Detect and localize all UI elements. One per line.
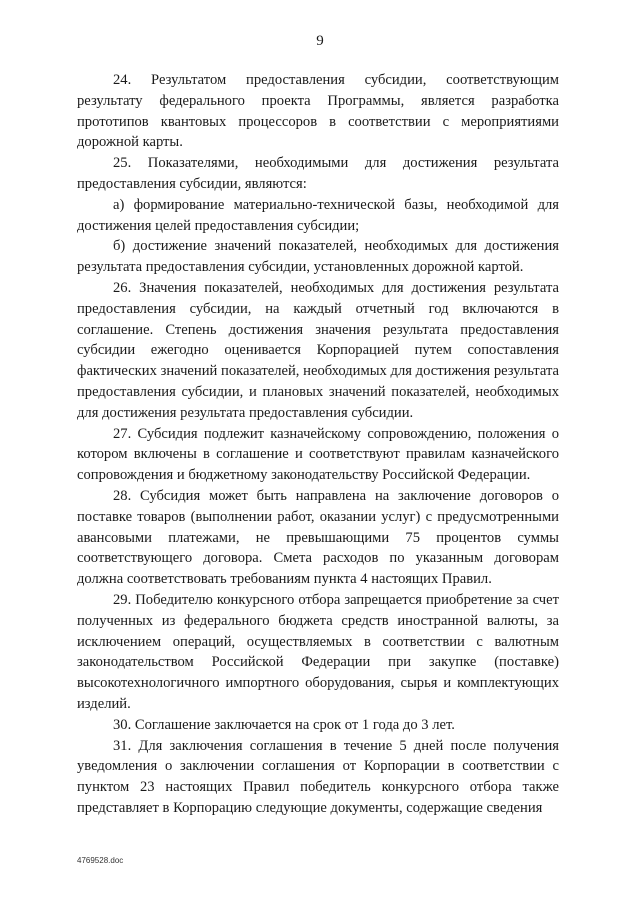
paragraph-27: 27. Субсидия подлежит казначейскому сопровождению, положения о котором включены в соглашение и соответствуют правилам казначейского сопровождения и бюджетному законодательству Российской Федерации.	[77, 425, 559, 484]
paragraph-31: 31. Для заключения соглашения в течение 5 дней после получения уведомления о заключении соглашения от Корпорации в соответствии с пунктом 23 настоящих Правил победитель конкурсного отбора также представляет в Корпорацию следующие документы, содержащие сведения	[77, 737, 559, 816]
paragraph-29: 29. Победителю конкурсного отбора запрещается приобретение за счет полученных из федерального бюджета средств иностранной валюты, за исключением операций, осуществляемых в соответствии с валютным законодательством Российской Федерации при закупке (поставке) высокотехнологичного импортного оборудования, сырья и комплектующих изделий.	[77, 591, 559, 712]
page-number: 9	[316, 33, 324, 49]
footer-filename: 4769528.doc	[77, 856, 124, 865]
paragraph-28: 28. Субсидия может быть направлена на заключение договоров о поставке товаров (выполнении работ, оказании услуг) с предусмотренными авансовыми платежами, не превышающими 75 процентов суммы соответствующего договора. Смета расходов по указанным договорам должна соответствовать требованиям пункта 4 настоящих Правил.	[77, 487, 559, 588]
paragraph-26: 26. Значения показателей, необходимых для достижения результата предоставления субсидии, на каждый отчетный год включаются в соглашение. Степень достижения значения результата предоставления субсидии ежегодно оценивается Корпорацией путем сопоставления фактических значений показателей, необходимых для достижения результата предоставления субсидии, и плановых значений показателей, необходимых для достижения результата предоставления субсидии.	[77, 279, 559, 421]
paragraph-25-b: б) достижение значений показателей, необходимых для достижения результата предоставления субсидии, установленных дорожной картой.	[77, 238, 559, 276]
paragraph-25-a: а) формирование материально-технической базы, необходимой для достижения целей предоставления субсидии;	[77, 196, 559, 234]
paragraph-30: 30. Соглашение заключается на срок от 1 года до 3 лет.	[113, 716, 455, 733]
paragraph-25: 25. Показателями, необходимыми для достижения результата предоставления субсидии, являются:	[77, 155, 559, 192]
document-body	[77, 70, 559, 819]
paragraph-24: 24. Результатом предоставления субсидии, соответствующим результату федерального проекта Программы, является разработка прототипов квантовых процессоров в соответствии с мероприятиями дорожной карты.	[77, 72, 559, 151]
